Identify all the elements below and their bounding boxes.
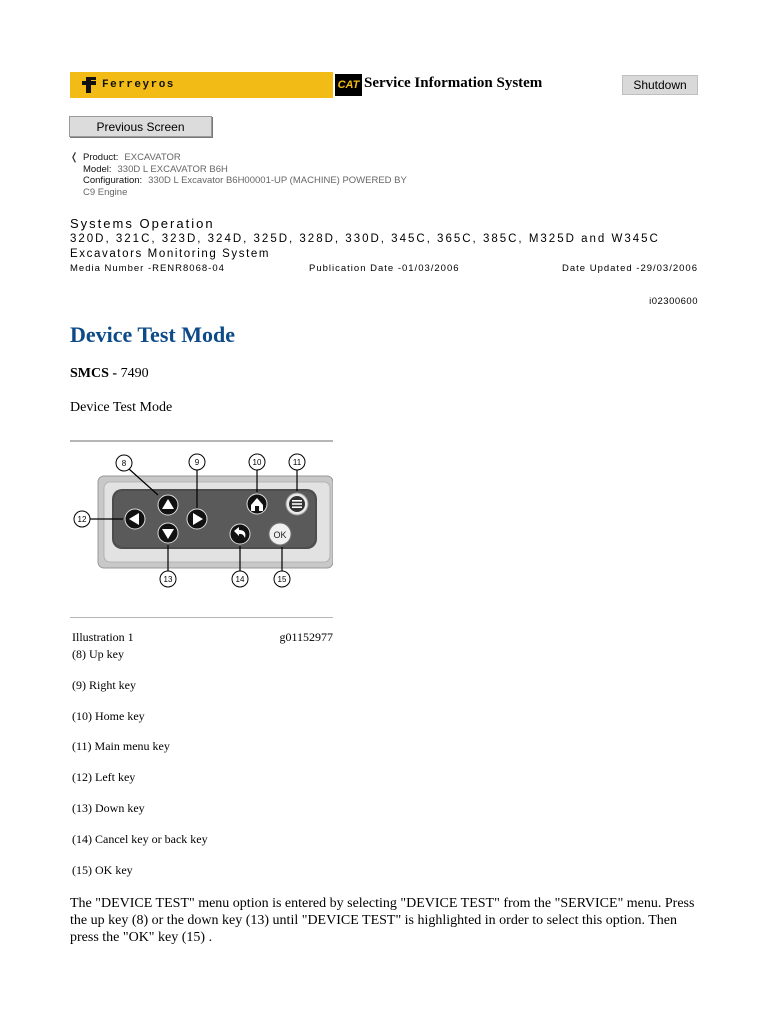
svg-text:11: 11 (292, 458, 302, 467)
callout-8 (116, 455, 132, 471)
model-list: 320D, 321C, 323D, 324D, 325D, 328D, 330D, 345C, 365C, 385C, M325D and W345C (70, 233, 660, 245)
list-item: (12) Left key (72, 770, 136, 784)
model-label: Model: (83, 163, 112, 175)
configuration-value-cont: C9 Engine (83, 186, 128, 198)
smcs-code (70, 366, 149, 382)
illustration-rule-bottom (70, 617, 333, 618)
svg-text:10: 10 (252, 458, 262, 467)
svg-text:9: 9 (194, 458, 200, 467)
callout-9 (189, 454, 205, 470)
list-item: (10) Home key (72, 709, 145, 723)
svg-text:13: 13 (163, 575, 173, 584)
callout-15 (274, 571, 290, 587)
svg-text:12: 12 (77, 515, 87, 524)
body-paragraph: The "DEVICE TEST" menu option is entered by selecting "DEVICE TEST" from the "SERVICE" menu. Press the up key (8) or the down key (13) until "DEVICE TEST" is highlighted in order to select this option. Then press the "OK" key (15) . (70, 896, 695, 945)
shutdown-button[interactable]: Shutdown (622, 75, 698, 95)
ferreyros-logo-text: Ferreyros (102, 79, 175, 91)
keypad-illustration (70, 445, 333, 610)
illustration-label: Illustration 1 (72, 630, 134, 644)
smcs-label: SMCS - (70, 366, 118, 381)
list-item: (11) Main menu key (72, 739, 170, 753)
svg-text:14: 14 (235, 575, 245, 584)
document-id: i02300600 (649, 296, 698, 307)
callout-11 (289, 454, 305, 470)
configuration-value: 330D L Excavator B6H00001-UP (MACHINE) POWERED BY (148, 175, 407, 186)
product-label: Product: (83, 152, 119, 163)
ok-key-label: OK (273, 530, 287, 540)
section-title: Systems Operation (70, 216, 215, 231)
callout-10 (249, 454, 265, 470)
product-meta (70, 152, 407, 198)
cat-logo: CAT (335, 74, 362, 96)
media-number: Media Number -RENR8068-04 (70, 263, 225, 274)
previous-screen-button[interactable]: Previous Screen (69, 116, 212, 137)
page-title: Device Test Mode (70, 322, 235, 347)
list-item: (8) Up key (72, 647, 124, 661)
callout-14 (232, 571, 248, 587)
ferreyros-banner (70, 72, 333, 98)
product-value: EXCAVATOR (124, 152, 181, 163)
list-item: (13) Down key (72, 801, 145, 815)
date-updated: Date Updated -29/03/2006 (562, 263, 698, 274)
smcs-value: 7490 (120, 366, 149, 381)
callout-13 (160, 571, 176, 587)
publication-date: Publication Date -01/03/2006 (309, 263, 460, 274)
list-item: (9) Right key (72, 678, 136, 692)
subsystem-title: Excavators Monitoring System (70, 248, 271, 260)
callout-12 (74, 511, 90, 527)
svg-text:8: 8 (121, 459, 127, 468)
header-bar (70, 72, 698, 98)
menu-icon (292, 500, 302, 508)
cancel-key (230, 524, 250, 544)
list-item: (14) Cancel key or back key (72, 832, 208, 846)
ferreyros-logo-icon (82, 77, 96, 93)
app-title: Service Information System (364, 75, 543, 91)
subtitle: Device Test Mode (70, 400, 173, 415)
svg-text:15: 15 (277, 575, 287, 584)
illustration-id: g01152977 (279, 630, 333, 644)
model-value: 330D L EXCAVATOR B6H (117, 163, 228, 175)
list-item: (15) OK key (72, 863, 133, 877)
illustration-rule-top (70, 440, 333, 442)
back-arrow-icon[interactable]: ❬ (70, 152, 79, 163)
configuration-label: Configuration: (83, 175, 143, 186)
